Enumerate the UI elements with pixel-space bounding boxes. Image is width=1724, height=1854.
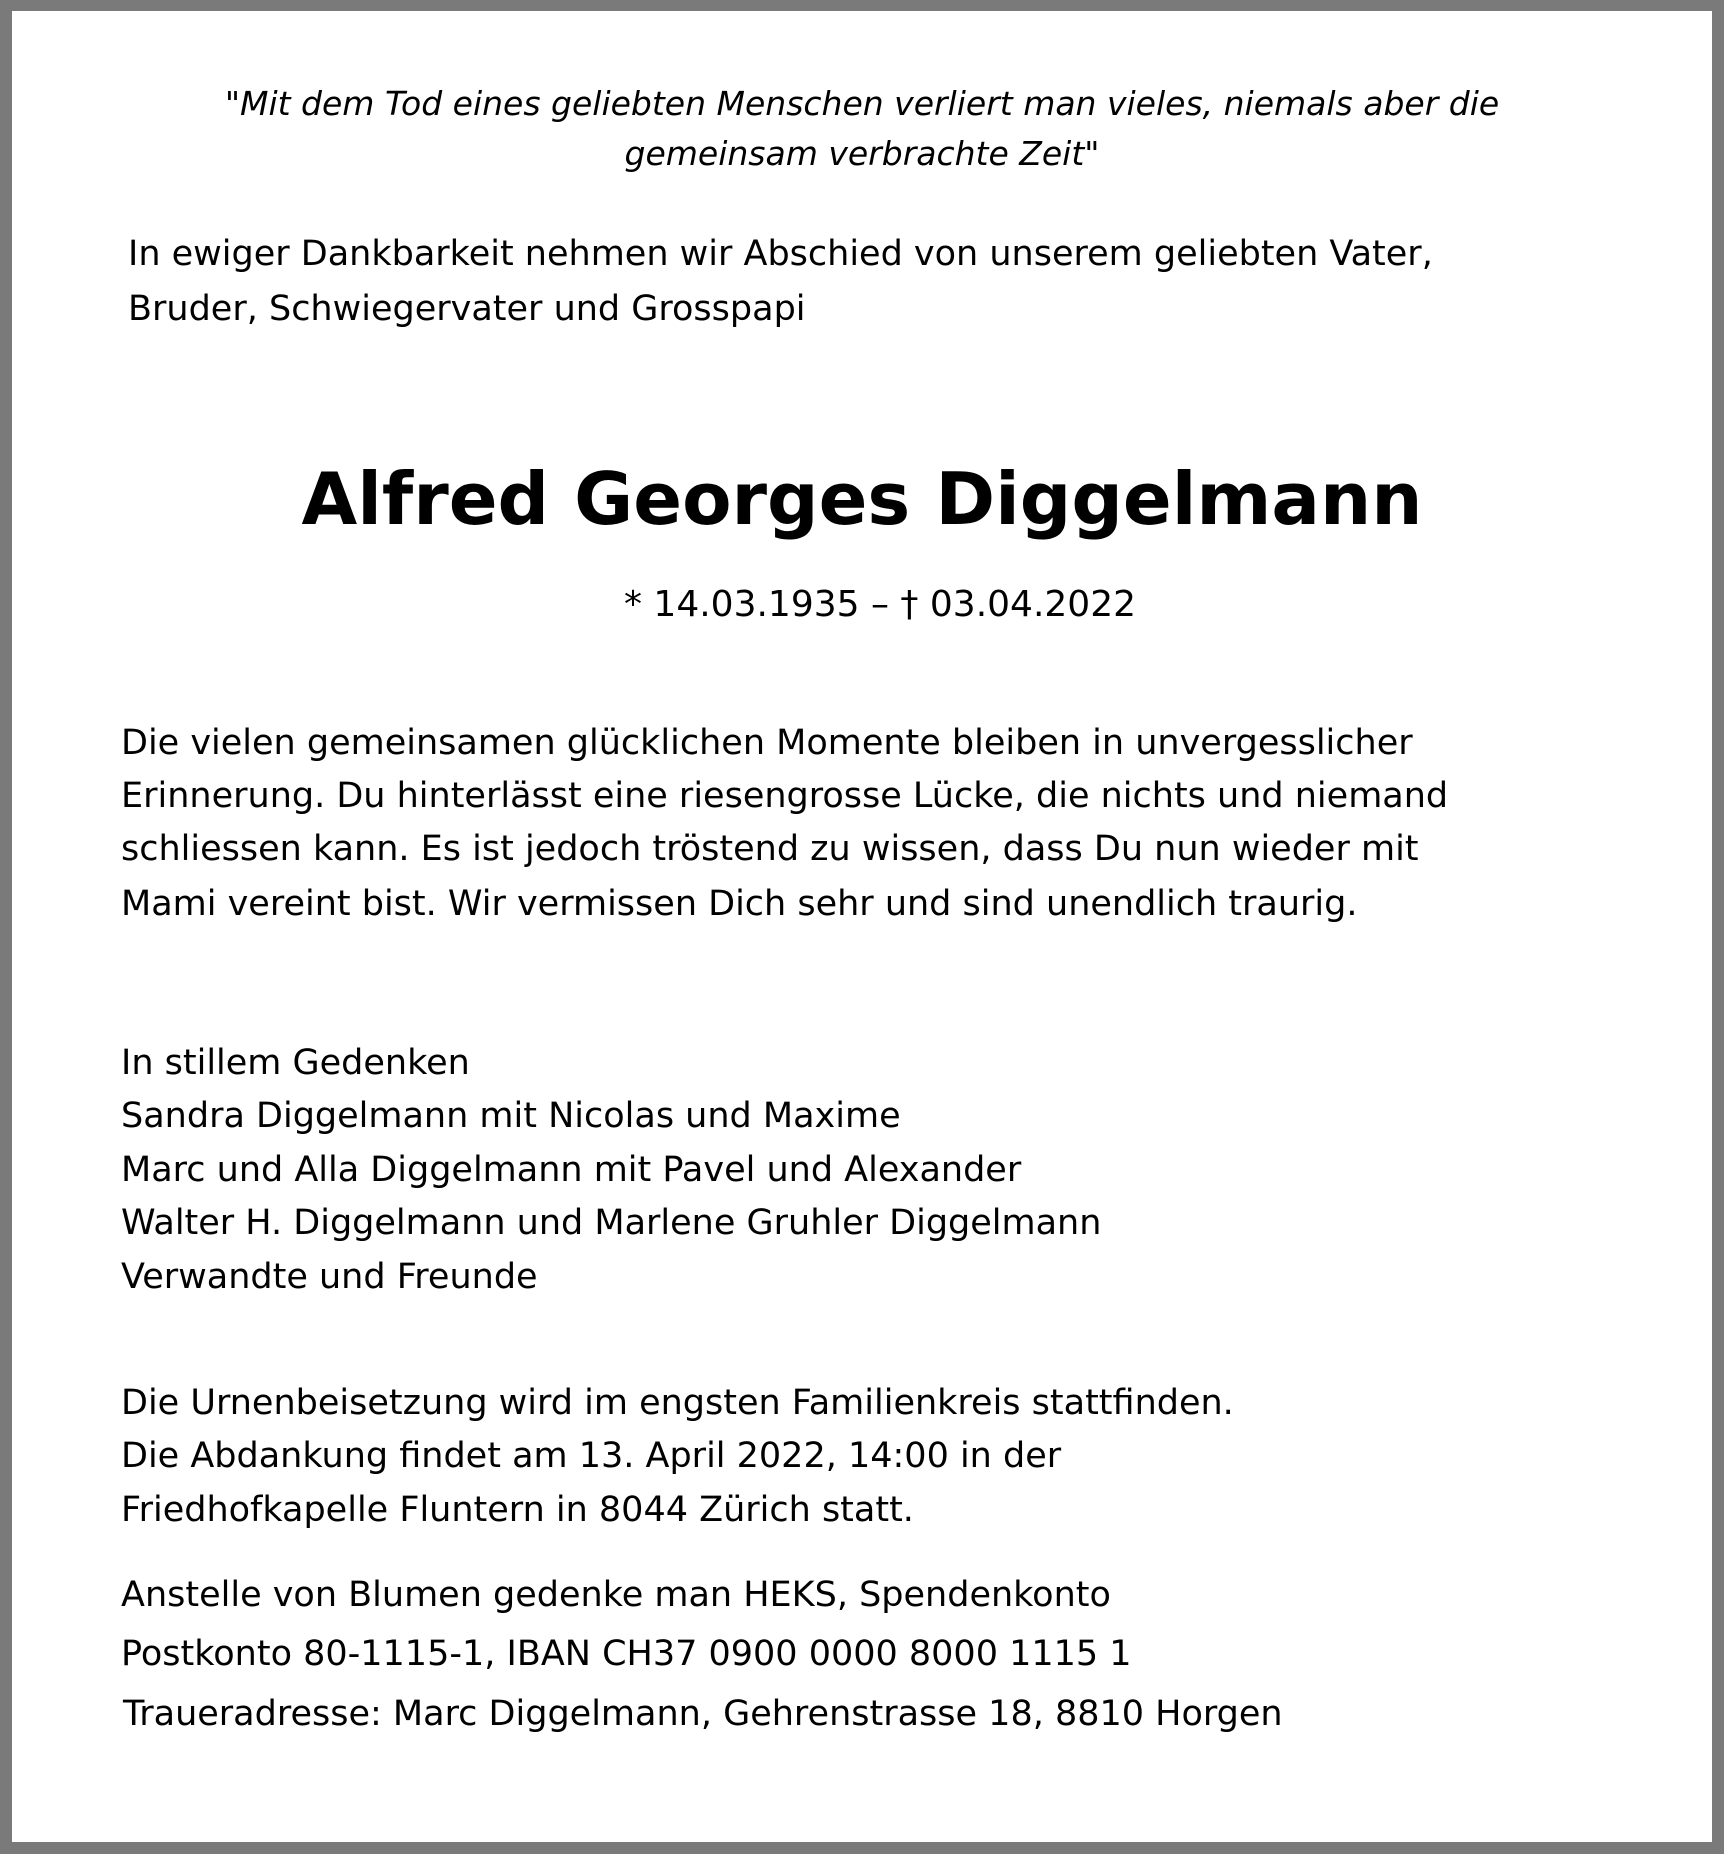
quote-line-2: gemeinsam verbrachte Zeit" <box>624 134 1100 173</box>
mourner-line: Marc und Alla Diggelmann mit Pavel und Alexander <box>121 1150 1022 1190</box>
ceremony-line: Die Urnenbeisetzung wird im engsten Familienkreis stattfinden. <box>121 1383 1234 1423</box>
mourner-line: Sandra Diggelmann mit Nicolas und Maxime <box>121 1096 901 1136</box>
message-line: schliessen kann. Es ist jedoch tröstend zu wissen, dass Du nun wieder mit <box>121 829 1419 869</box>
mourner-line: Walter H. Diggelmann und Marlene Gruhler Diggelmann <box>121 1203 1102 1243</box>
message-line: Erinnerung. Du hinterlässt eine riesengrosse Lücke, die nichts und niemand <box>121 776 1449 816</box>
mourning-address: Traueradresse: Marc Diggelmann, Gehrenstrasse 18, 8810 Horgen <box>123 1694 1283 1734</box>
mourner-line: In stillem Gedenken <box>121 1043 470 1083</box>
intro-line-1: In ewiger Dankbarkeit nehmen wir Abschied von unserem geliebten Vater, <box>128 234 1433 274</box>
quote-line-1: "Mit dem Tod eines geliebten Menschen verliert man vieles, niemals aber die <box>224 84 1500 123</box>
message-line: Die vielen gemeinsamen glücklichen Momente bleiben in unvergesslicher <box>121 723 1413 763</box>
message-line: Mami vereint bist. Wir vermissen Dich sehr und sind unendlich traurig. <box>121 884 1358 924</box>
donation-line: Anstelle von Blumen gedenke man HEKS, Spendenkonto <box>121 1575 1111 1615</box>
ceremony-line: Die Abdankung findet am 13. April 2022, 14:00 in der <box>121 1436 1062 1476</box>
obituary-page <box>12 11 1712 1842</box>
mourner-line: Verwandte und Freunde <box>121 1257 538 1297</box>
ceremony-line: Friedhofkapelle Fluntern in 8044 Zürich statt. <box>121 1490 914 1530</box>
life-dates: * 14.03.1935 – † 03.04.2022 <box>623 584 1136 625</box>
deceased-name: Alfred Georges Diggelmann <box>301 457 1423 541</box>
donation-line: Postkonto 80-1115-1, IBAN CH37 0900 0000 8000 1115 1 <box>121 1634 1132 1674</box>
intro-line-2: Bruder, Schwiegervater und Grosspapi <box>128 289 806 329</box>
